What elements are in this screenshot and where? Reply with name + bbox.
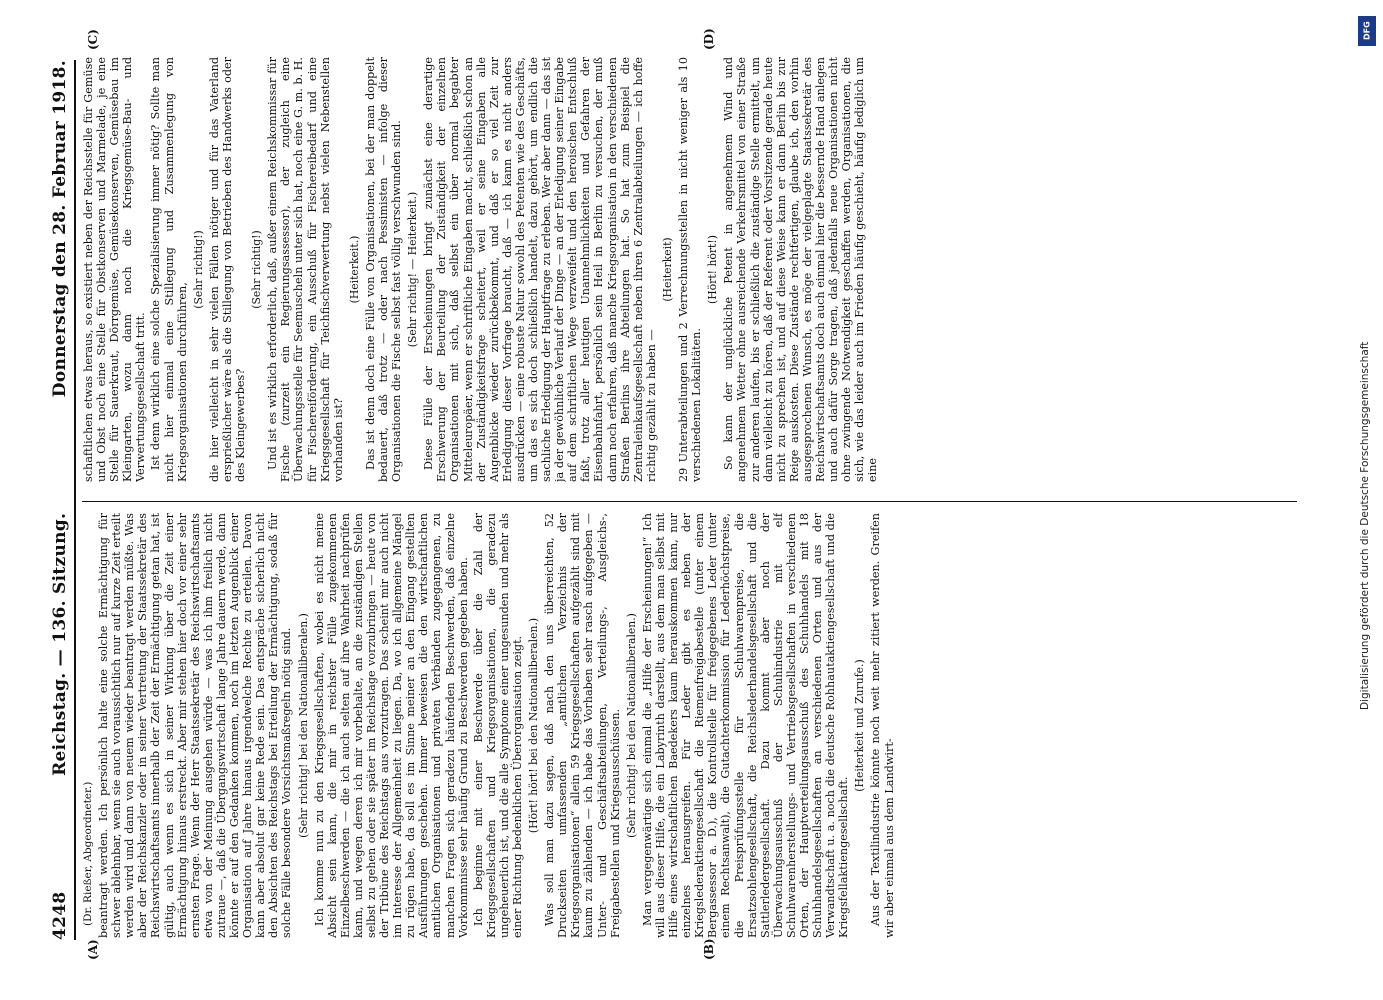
paragraph: Ich beginne mit einer Beschwerde über die Zahl der Kriegsgesellschaften und Kriegsorganisationen, die geradezu ungeheuerlich ist, und die alle Symptome einer ungesunden und mehr als einer Richtung bedenklichen Überorganisation zeigt. [471,513,524,938]
paragraph: Aus der Textilindustrie könnte noch weit mehr zitiert werden. Greifen wir aber einmal aus dem Landwirt- [869,513,896,938]
paragraph: beantragt werden. Ich persönlich halte eine solche Ermächtigung für schwer ablehnbar, wenn sie auch voraussichtlich nur auf kurze Zeit erteilt werden wird und dann von neuem wieder beantragt werden müßte. Was aber der Reichskanzler oder in seiner Vertretung der Staatssekretär des Reichswirtschaftsamts innerhalb der Zeit der Ermächtigung getan hat, ist gültig, auch wenn es sich in seiner Wirkung über die Zeit einer Ermächtigung hinaus erstreckt. Aber mir stehen hier doch vor einer sehr ernsten Frage. Wenn der Herr Staatssekretär des Reichswirtschaftsamts etwa von der Meinung ausgehen würde — was ich ihm freilich nicht zutraue —, daß die Übergangswirtschaft lange Jahre dauern werde, dann könnte er auf den Gedanken kommen, noch im letzten Augenblick einer Organisation auf Jahre hinaus irgendwelche Rechte zu erteilen. Davon kann aber absolut gar keine Rede sein. Das entspräche sicherlich nicht den Absichten des Reichstags bei Erteilung der Ermächtigung, sodaß für solche Fälle besondere Vorsichtsmaßregeln nötig sind. [97,513,294,938]
interjection: (Hört! hört! bei den Nationalliberalen.) [527,617,541,834]
paragraph: Ich komme nun zu den Kriegsgesellschaften, wobei es nicht meine Absicht sein kann, die mir in reichster Fülle zugekommenen Einzelbeschwerden — die ich auch selten auf ihre Wahrheit nachprüfen kann, und wegen deren ich mir vorbehalte, an die zuständigen Stellen selbst zu gehen oder sie später im Reichstage vorzubringen — heute von der Tribüne des Reichstags aus vorzutragen. Das scheint mir auch nicht im Interesse der Allgemeinheit zu liegen. Da, wo ich allgemeine Mängel zu rügen habe, da soll es im Sinne meiner an den Eingang gestellten Ausführungen geschehen. Immer beweisen die den wirtschaftlichen amtlichen Organisationen und privaten Verbänden zugegangenen, zu manchen Fragen sich geradezu häufenden Beschwerden, daß einzelne Vorkommnisse sehr häufig Grund zu Beschwerden gegeben haben. [312,513,470,938]
interjection: (Heiterkeit.) [347,235,361,304]
column-divider [82,501,1297,502]
interjection: (Hört! hört!) [706,235,720,304]
credit-text: Digitalisierung gefördert durch die Deutsche Forschungsgemeinschaft [1359,341,1371,710]
interjection: (Sehr richtig! bei den Nationalliberalen.) [296,613,310,838]
page-header [30,60,70,940]
paragraph: Was soll man dazu sagen, daß nach den uns überreichten, 52 Druckseiten umfassenden „amtlichen Verzeichnis der Kriegsorganisationen“ allein 59 Kriegsgesellschaften aufgezählt sind mit kaum zu zählenden — ich habe das Vorhaben sehr rasch aufgegeben — Unter- und Geschäftsabteilungen, Verteilungs-, Ausgleichs-, Freigabestellen und Kriegsausschüssen. [543,513,622,938]
interjection: (Sehr richtig! — Heiterkeit.) [406,191,420,348]
paragraph: schaftlichen etwas heraus, so existiert neben der Reichsstelle für Gemüse und Obst noch eine Stelle für Obstkonserven und Marmelade, je eine Stelle für Sauerkraut, Dörrgemüse, Gemüsekonserven, Gemüsebau im Kleingarten, wozu dann noch die Kriegsgemüse-Bau- und Verwertungsgesellschaft tritt. [82,57,148,482]
paragraph: Das ist denn doch eine Fülle von Organisationen, bei der man doppelt bedauert, daß trotz — oder nach Pessimisten — infolge dieser Organisationen die Fische selbst fast völlig verschwunden sind. [363,57,404,482]
page-number: 4248 [50,891,70,940]
interjection: (Heiterkeit und Zurufe.) [853,659,867,792]
header-rule [74,60,76,940]
margin-mark-c: (C) [86,29,100,50]
right-column [82,57,1297,482]
speaker-line: (Dr. Rießer, Abgeordneter.) [82,781,94,926]
paragraph: Diese Fülle der Erscheinungen bringt zunächst eine derartige Erschwerung der Beurteilung der Zuständigkeit der einzelnen Organisationen mit sich, daß selbst ein über normal begabter Mitteleuropäer, wenn er schriftliche Eingaben macht, schließlich schon an der Zuständigkeitsfrage scheitert, weil er seine Eingaben alle Augenblicke wieder zurückbekommt, und daß er so viel Zeit zur Erledigung dieser Vorfrage braucht, daß — ich kann es nicht anders ausdrücken — eine robuste Natur sowohl des Petenten wie des Geschäfts, um das es sich doch schließlich handelt, dazu gehört, um endlich die sachliche Erledigung der Hauptfrage zu erleben. Wer aber dann — das ist ja der gewöhnliche Verlauf der Dinge — an der Erledigung seiner Eingabe auf dem schriftlichen Wege verzweifelt und den heroischen Entschluß faßt, trotz aller heutigen Unannehmlichkeiten und Gefahren der Eisenbahnfahrt, persönlich sein Heil in Berlin zu versuchen, der muß dann noch erfahren, daß manche Kriegsorganisation in den verschiedenen Straßen Berlins ihre Abteilungen hat. So hat zum Beispiel die Zentraleinkaufsgesellschaft neben ihren 6 Zentralabteilungen — ich hoffe richtig gezählt zu haben — [422,57,658,482]
header-left: Reichstag. — 136. Sitzung. [50,512,70,776]
interjection: (Sehr richtig!) [250,230,264,309]
interjection: (Heiterkeit) [660,237,674,302]
dfg-logo: DFG [1358,16,1376,46]
paragraph: Man vergegenwärtige sich einmal die „Hilfe der Erscheinungen!“ Ich will aus dieser Hilfe, die ein Labyrinth darstellt, aus dem man selbst mit Hilfe eines wirtschaftlichen Baedekers kaum herauskommen kann, nur einzelnes herausgreifen. Für Leder gibt es neben der Kriegslederaktiengesellschaft die Riemenfreigabestelle (unter einem Bergassessor a. D.), die Kontrollstelle für freigegebenes Leder (unter einem Rechtsanwalt), die Gutachterkommission für Lederhöchstpreise, die Preisprüfungsstelle für Schuhwarenpreise, die Ersatzsohlengesellschaft, die Reichslederhandelsgesellschaft und die Sattlerledergesellschaft. Dazu kommt aber noch der Überwachungsausschuß der Schuhindustrie mit elf Schuhwarenherstellungs- und Vertriebsgesellschaften in verschiedenen Orten, der Hauptverteilungsausschuß des Schuhhandels mit 18 Schuhhandelsgesellschaften an verschiedenen Orten und aus der Verwandtschaft u. a. noch die deutsche Rohhautaktiengesellschaft und die Kriegsfellaktiengesellschaft. [640,513,851,938]
digitization-credit [1356,10,1378,990]
margin-mark-d: (D) [702,28,716,50]
paragraph: So kann der unglückliche Petent in angenehmem Wind und angenehmem Wetter ohne ausreichende Verkehrsmittel von einer Straße zur anderen laufen, bis er schließlich die zuständige Stelle ermittelt, um dann vielleicht zu hören, daß der Referent oder Vorsitzende gerade heute nicht zu sprechen ist, und auf diese Weise kann er dann Berlin bis zur Reige auskosten. Diese Zustände rechtfertigen, glaube ich, den vorhin ausgesprochenen Wunsch, es möge der vielgeplagte Staatssekretär des Reichswirtschaftsamts doch auch einmal hier die bessernde Hand anlegen und auch dafür Sorge tragen, daß jedenfalls neue Organisationen nicht ohne zwingende Notwendigkeit geschaffen werden, Organisationen, die sich, wie das leider auch im Frieden häufig geschieht, häufig lediglich um eine [722,57,880,482]
margin-mark-b: (B) [702,938,716,960]
paragraph: die hier vielleicht in sehr vielen Fällen nötiger und für das Vaterland ersprießlicher wäre als die Stillegung von Betrieben des Handwerks oder des Kleingewerbes? [207,57,248,482]
paragraph: 29 Unterabteilungen und 2 Verrechnungsstellen in nicht weniger als 10 verschiedenen Lokalitäten. [677,57,704,482]
interjection: (Sehr richtig! bei den Nationalliberalen.) [624,613,638,838]
paragraph: Und ist es wirklich erforderlich, daß, außer einem Reichskommissar für Fische (zurzeit ein Regierungsassessor), der zugleich eine Überwachungsstelle für Seemuscheln unter sich hat, noch eine G. m. b. H. für Fischereiförderung, ein Ausschuß für Fischereibedarf und eine Kriegsgesellschaft für Teichfischverwertung nebst vielen Nebenstellen vorhanden ist? [266,57,345,482]
header-right: Donnerstag den 28. Februar 1918. [50,60,70,398]
left-column [82,513,1297,938]
margin-mark-a: (A) [86,939,100,960]
paragraph: Ist denn wirklich eine solche Spezialisierung immer nötig? Sollte man nicht hier einmal eine Stillegung und Zusammenlegung von Kriegsorganisationen durchführen, [149,57,189,482]
interjection: (Sehr richtig!) [191,230,205,309]
